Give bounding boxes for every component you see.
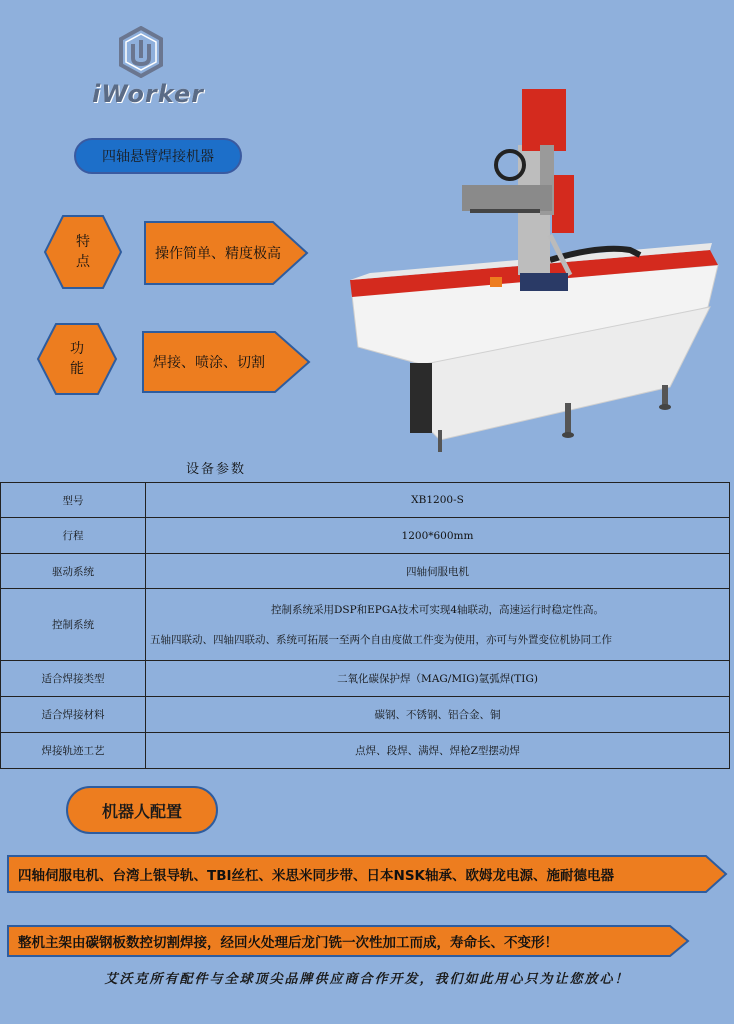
footer-slogan: 艾沃克所有配件与全球顶尖品牌供应商合作开发，我们如此用心只为让您放心！ (104, 972, 630, 987)
config-title-text: 机器人配置 (101, 801, 182, 821)
config-line-1: 四轴伺服电机、台湾上银导轨、TBI丝杠、米思米同步带、日本NSK轴承、欧姆龙电源、施耐德电器 (18, 868, 615, 884)
config-line-2: 整机主架由碳钢板数控切割焊接，经回火处理后龙门铣一次性加工而成，寿命长、不变形！ (18, 935, 558, 951)
table-row (1, 733, 730, 769)
param-value: 碳钢、不锈钢、铝合金、铜 (146, 697, 730, 733)
param-key: 控制系统 (1, 589, 146, 661)
features-text: 操作简单、精度极高 (155, 246, 281, 262)
param-key: 型号 (1, 483, 146, 518)
param-value: XB1200-S (146, 483, 730, 518)
param-value-line2: 五轴四联动、四轴四联动、系统可拓展一至两个自由度做工件变为使用，亦可与外置变位机协同工作 (150, 633, 612, 646)
params-table (0, 482, 730, 769)
table-row (1, 554, 730, 589)
table-row (1, 483, 730, 518)
param-key: 驱动系统 (1, 554, 146, 589)
param-key: 行程 (1, 518, 146, 554)
params-title: 设备参数 (186, 462, 247, 477)
param-value: 1200*600mm (146, 518, 730, 554)
table-row (1, 589, 730, 661)
param-value-multiline (146, 589, 730, 661)
param-value: 四轴伺服电机 (146, 554, 730, 589)
param-key: 适合焊接材料 (1, 697, 146, 733)
product-title (74, 138, 242, 174)
param-value: 二氧化碳保护焊（MAG/MIG)氩弧焊(TIG) (146, 661, 730, 697)
product-title-text: 四轴悬臂焊接机器 (102, 149, 214, 165)
features-label: 特 点 (76, 234, 90, 270)
table-row (1, 661, 730, 697)
table-row (1, 518, 730, 554)
table-row (1, 697, 730, 733)
param-value-line1: 控制系统采用DSP和EPGA技术可实现4轴联动，高速运行时稳定性高。 (270, 603, 605, 616)
functions-label: 功 能 (70, 341, 84, 377)
welding-machine-image (340, 85, 725, 457)
config-title (66, 786, 218, 834)
param-value: 点焊、段焊、满焊、焊枪Z型摆动焊 (146, 733, 730, 769)
param-key: 焊接轨迹工艺 (1, 733, 146, 769)
param-key: 适合焊接类型 (1, 661, 146, 697)
brand-name: iWorker (92, 80, 204, 108)
iworker-logo-icon (118, 26, 164, 78)
functions-text: 焊接、喷涂、切割 (153, 355, 265, 371)
